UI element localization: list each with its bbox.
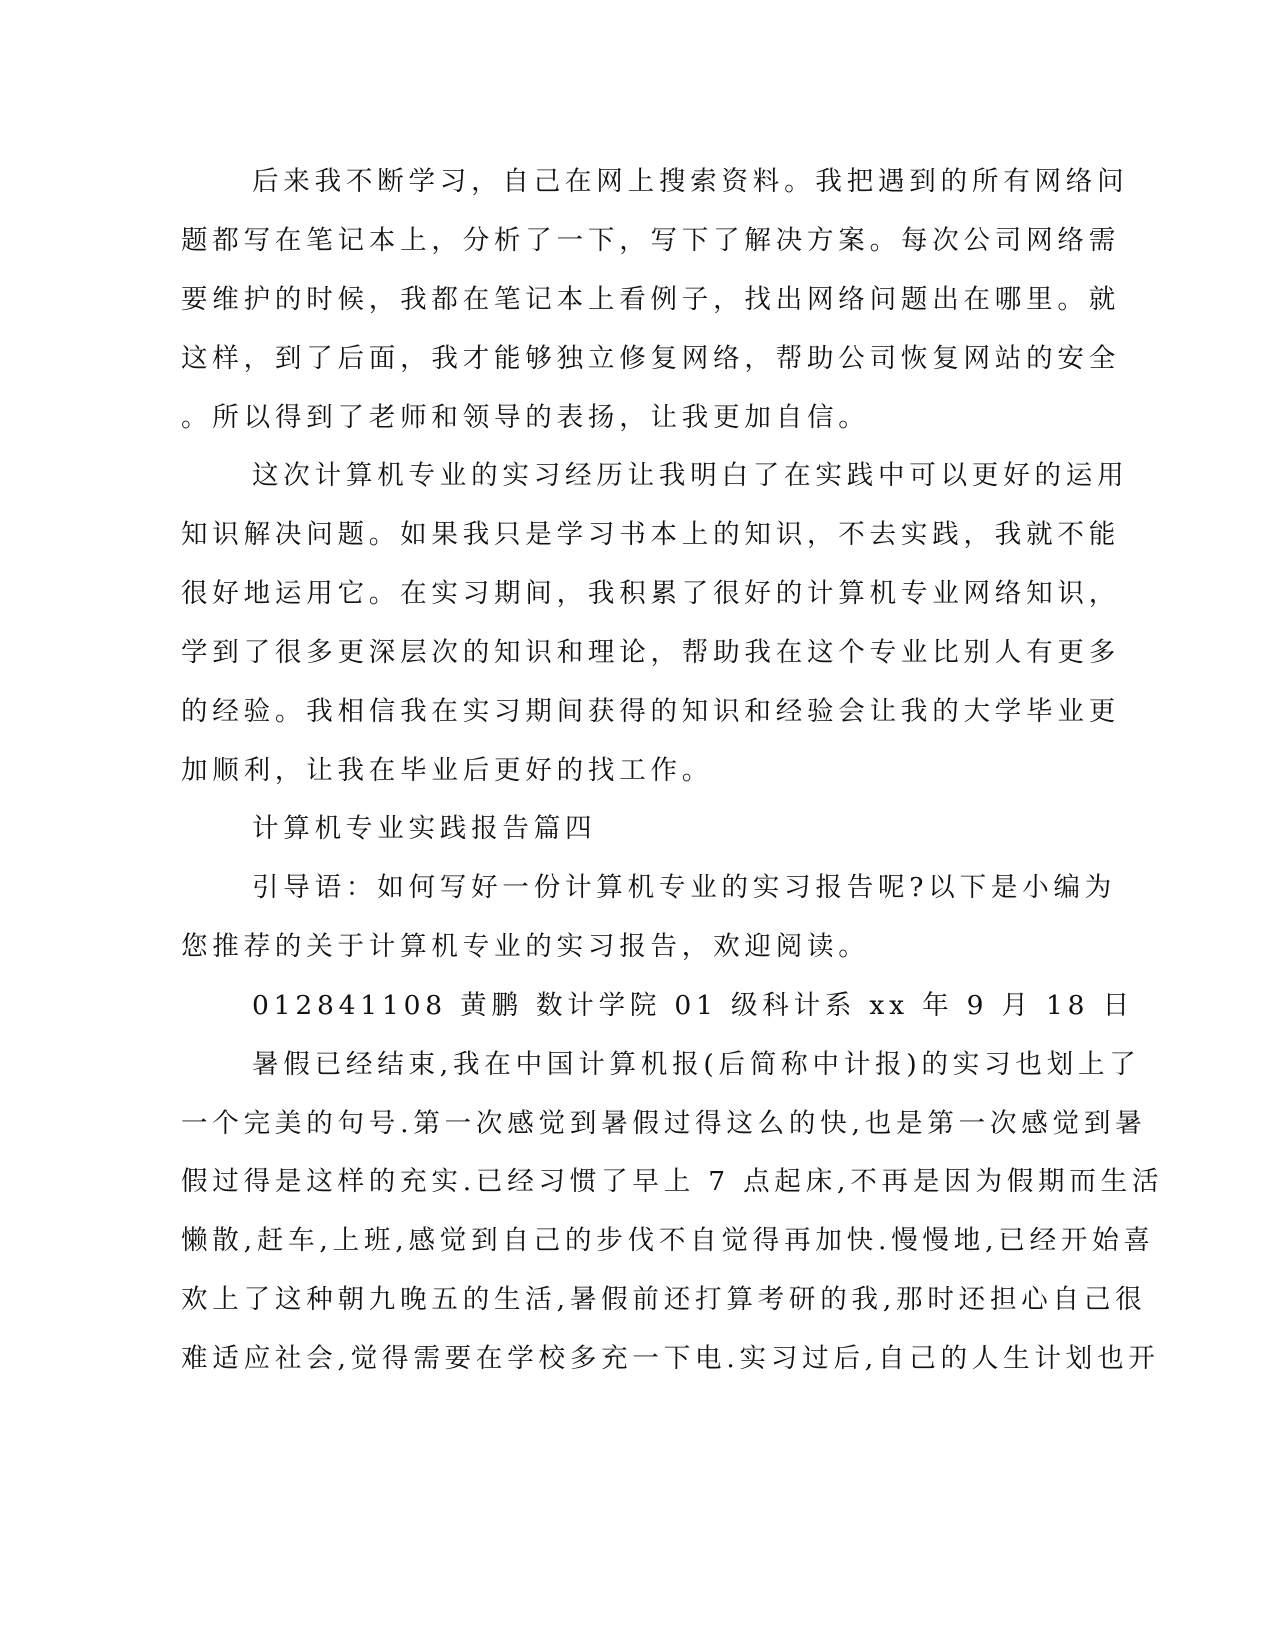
paragraph-line: 的经验。我相信我在实习期间获得的知识和经验会让我的大学毕业更 — [181, 696, 1120, 727]
section-heading: 计算机专业实践报告篇四 — [252, 813, 597, 844]
author-info-line: 012841108 黄鹏 数计学院 01 级科计系 xx 年 9 月 18 日 — [252, 990, 1134, 1021]
paragraph-line: 后来我不断学习，自己在网上搜索资料。我把遇到的所有网络问 — [252, 166, 1129, 197]
paragraph-line: 欢上了这种朝九晚五的生活,暑假前还打算考研的我,那时还担心自己很 — [181, 1284, 1147, 1315]
paragraph-line: 暑假已经结束,我在中国计算机报(后简称中计报)的实习也划上了 — [252, 1049, 1141, 1080]
paragraph-line: 这次计算机专业的实习经历让我明白了在实践中可以更好的运用 — [252, 460, 1129, 491]
paragraph-line: 加顺利，让我在毕业后更好的找工作。 — [181, 755, 714, 786]
paragraph-line: 一个完美的句号.第一次感觉到暑假过得这么的快,也是第一次感觉到暑 — [181, 1108, 1147, 1139]
paragraph-line: 您推荐的关于计算机专业的实习报告，欢迎阅读。 — [181, 931, 870, 962]
paragraph-line: 要维护的时候，我都在笔记本上看例子，找出网络问题出在哪里。就 — [181, 284, 1120, 315]
paragraph-line: 知识解决问题。如果我只是学习书本上的知识，不去实践，我就不能 — [181, 519, 1120, 550]
paragraph-line: 懒散,赶车,上班,感觉到自己的步伐不自觉得再加快.慢慢地,已经开始喜 — [181, 1225, 1155, 1256]
paragraph-line: 假过得是这样的充实.已经习惯了早上 7 点起床,不再是因为假期而生活 — [181, 1166, 1164, 1197]
paragraph-line: 题都写在笔记本上，分析了一下，写下了解决方案。每次公司网络需 — [181, 225, 1120, 256]
paragraph-line: 难适应社会,觉得需要在学校多充一下电.实习过后,自己的人生计划也开 — [181, 1343, 1160, 1374]
paragraph-line: 引导语：如何写好一份计算机专业的实习报告呢?以下是小编为 — [252, 872, 1117, 903]
paragraph-line: 学到了很多更深层次的知识和理论，帮助我在这个专业比别人有更多 — [181, 637, 1120, 668]
paragraph-line: 。所以得到了老师和领导的表扬，让我更加自信。 — [181, 402, 870, 433]
paragraph-line: 很好地运用它。在实习期间，我积累了很好的计算机专业网络知识， — [181, 578, 1120, 609]
paragraph-line: 这样，到了后面，我才能够独立修复网络，帮助公司恢复网站的安全 — [181, 343, 1120, 374]
